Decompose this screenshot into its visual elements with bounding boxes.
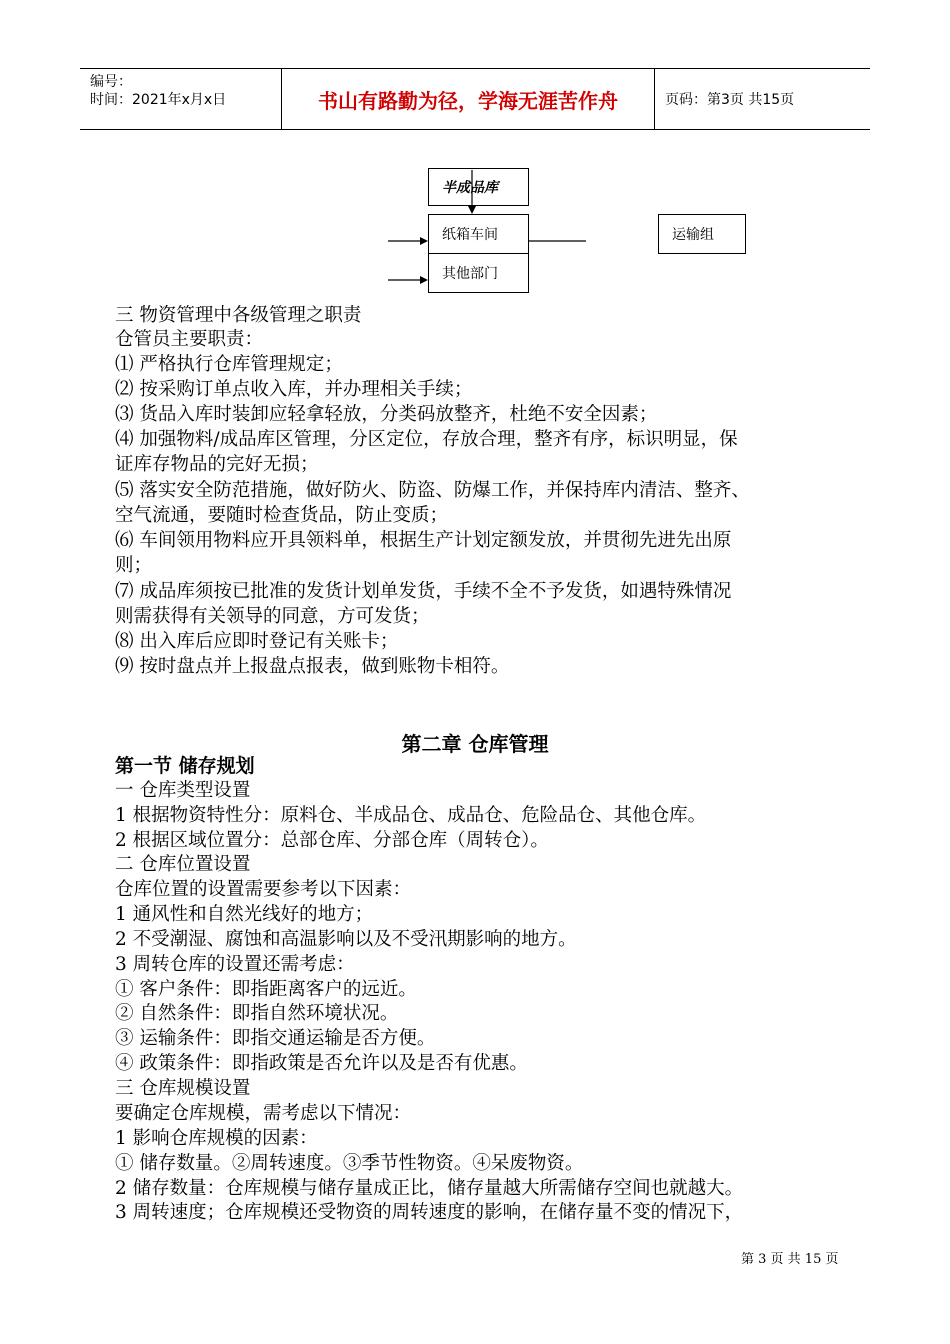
duty-item: ⑹ 车间领用物料应开具领料单，根据生产计划定额发放，并贯彻先进先出原: [115, 530, 732, 551]
duty-item-cont: 则；: [115, 555, 153, 576]
box-other-label: 其他部门: [442, 266, 498, 282]
duty-item: ⑶ 货品入库时装卸应轻拿轻放，分类码放整齐，杜绝不安全因素；: [115, 404, 658, 425]
paragraph: 1 根据物资特性分：原料仓、半成品仓、成品仓、危险品仓、其他仓库。: [115, 805, 707, 826]
paragraph: 三 仓库规模设置: [115, 1078, 251, 1099]
page-header: [80, 68, 870, 130]
paragraph: 1 影响仓库规模的因素：: [115, 1128, 318, 1149]
duty-item-cont: 证库存物品的完好无损；: [115, 454, 319, 475]
duty-item-cont: 空气流通，要随时检查货品，防止变质；: [115, 505, 449, 526]
header-page: [655, 69, 870, 129]
paragraph: 仓库位置的设置需要参考以下因素：: [115, 879, 412, 900]
subsection-title: 仓管员主要职责：: [115, 329, 264, 350]
paragraph: 要确定仓库规模，需考虑以下情况：: [115, 1103, 412, 1124]
duty-item: ⑵ 按采购订单点收入库，并办理相关手续；: [115, 379, 473, 400]
duty-item: ⑸ 落实安全防范措施，做好防火、防盗、防爆工作，并保持库内清洁、整齐、: [115, 480, 750, 501]
doc-number: 编号：: [90, 74, 132, 90]
box-semi-label: 半成品库: [442, 180, 498, 196]
paragraph: 1 通风性和自然光线好的地方；: [115, 904, 374, 925]
paragraph: 2 储存数量：仓库规模与储存量成正比，储存量越大所需储存空间也就越大。: [115, 1178, 744, 1199]
duty-item: ⑻ 出入库后应即时登记有关账卡；: [115, 631, 399, 652]
box-transport-label: 运输组: [672, 227, 714, 243]
paragraph: 3 周转仓库的设置还需考虑：: [115, 954, 355, 975]
paragraph: 3 周转速度；仓库规模还受物资的周转速度的影响，在储存量不变的情况下，: [115, 1202, 744, 1223]
paragraph: 二 仓库位置设置: [115, 854, 251, 875]
paragraph: ① 储存数量。②周转速度。③季节性物资。④呆废物资。: [115, 1153, 584, 1174]
box-semi-finished: [428, 168, 529, 206]
page-footer: 第 3 页 共 15 页: [741, 1252, 839, 1267]
box-other-dept: [428, 253, 529, 293]
duty-item: ⑺ 成品库须按已批准的发货计划单发货，手续不全不予发货，如遇特殊情况: [115, 581, 732, 602]
duty-item-cont: 则需获得有关领导的同意，方可发货；: [115, 606, 430, 627]
paragraph: ② 自然条件：即指自然环境状况。: [115, 1003, 399, 1024]
flow-diagram: [380, 160, 760, 300]
paragraph: 一 仓库类型设置: [115, 780, 251, 801]
duty-item: ⑼ 按时盘点并上报盘点报表，做到账物卡相符。: [115, 656, 510, 677]
duty-item: ⑴ 严格执行仓库管理规定；: [115, 354, 343, 375]
header-page-label: 页码：第3页 共15页: [665, 92, 795, 108]
section-title: 三 物资管理中各级管理之职责: [115, 305, 362, 326]
doc-date: 时间：2021年x月x日: [90, 92, 227, 108]
chapter-title: 第二章 仓库管理: [401, 732, 549, 756]
header-meta: [80, 69, 281, 129]
paragraph: ④ 政策条件：即指政策是否允许以及是否有优惠。: [115, 1053, 528, 1074]
duty-item: ⑷ 加强物料/成品库区管理，分区定位，存放合理，整齐有序，标识明显，保: [115, 429, 738, 450]
box-transport: [658, 214, 746, 254]
box-carton-label: 纸箱车间: [442, 227, 498, 243]
box-carton-workshop: [428, 214, 529, 254]
section-heading: 第一节 储存规划: [115, 755, 255, 777]
paragraph: 2 不受潮湿、腐蚀和高温影响以及不受汛期影响的地方。: [115, 929, 577, 950]
paragraph: ③ 运输条件：即指交通运输是否方便。: [115, 1028, 436, 1049]
header-motto: 书山有路勤为径，学海无涯苦作舟: [281, 69, 655, 129]
paragraph: 2 根据区域位置分：总部仓库、分部仓库（周转仓）。: [115, 830, 549, 851]
paragraph: ① 客户条件：即指距离客户的远近。: [115, 979, 417, 1000]
